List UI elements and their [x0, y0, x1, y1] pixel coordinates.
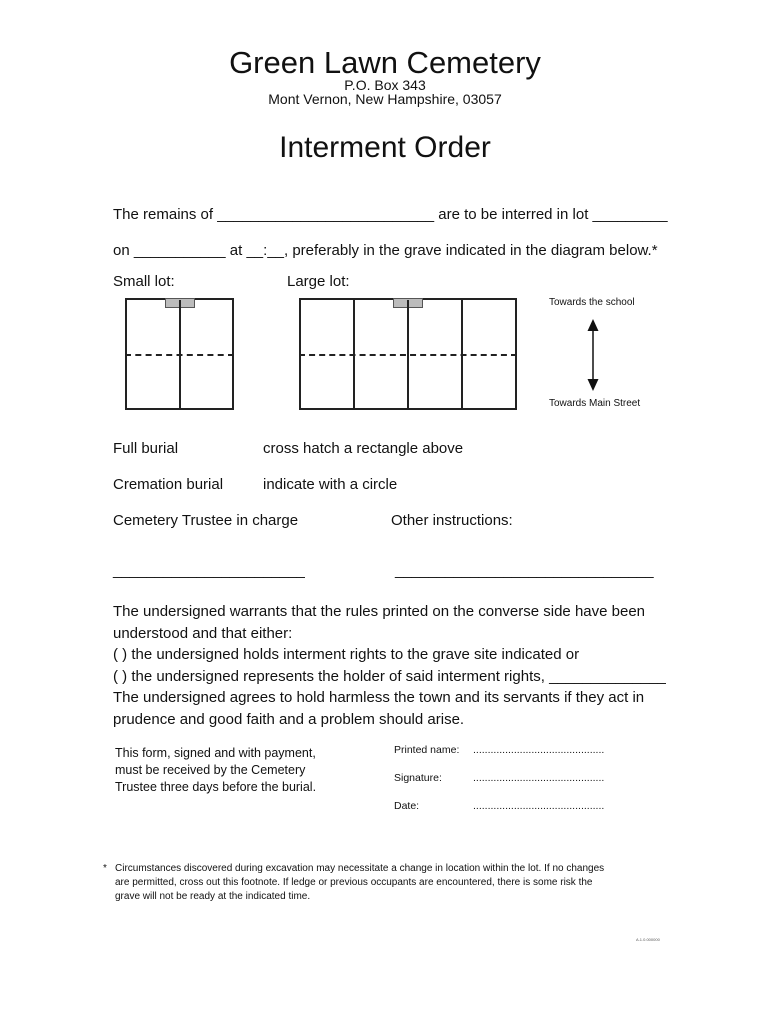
submission-note-line: must be received by the Cemetery — [115, 763, 306, 777]
large-lot-label: Large lot: — [287, 273, 350, 290]
remains-line: The remains of __________________________ are to be interred in lot _________ — [113, 206, 668, 223]
cremation-burial-label: Cremation burial — [113, 476, 224, 493]
date-label: Date: — [394, 800, 420, 812]
po-box: P.O. Box 343 — [344, 77, 426, 93]
warrant-option-holder[interactable]: ( ) the undersigned holds interment rights to the grave site indicated or — [113, 646, 580, 663]
signature-field[interactable]: ............................................. — [473, 772, 605, 784]
warrant-paragraph — [113, 601, 683, 730]
submission-note-line: This form, signed and with payment, — [115, 746, 316, 760]
full-burial-label: Full burial — [113, 440, 179, 457]
lot-midline — [299, 354, 517, 356]
document-title: Interment Order — [279, 131, 491, 164]
warrant-line: understood and that either: — [113, 624, 293, 642]
date-field[interactable]: ............................................. — [473, 800, 605, 812]
date-time-line: on ___________ at __:__, preferably in the grave indicated in the diagram below.* — [113, 242, 658, 259]
small-lot-label: Small lot: — [113, 273, 175, 290]
warrant-line: prudence and good faith and a problem should arise. — [113, 710, 465, 728]
footnote-line: Circumstances discovered during excavation may necessitate a change in location within the lot. If no changes — [115, 863, 605, 874]
other-instructions-label: Other instructions: — [391, 512, 513, 529]
trustee-signature-line[interactable]: _______________________ — [113, 562, 305, 579]
trustee-label: Cemetery Trustee in charge — [113, 512, 299, 529]
lot-midline — [125, 354, 234, 356]
toward-main-street-label: Towards Main Street — [549, 398, 641, 409]
warrant-line: The undersigned agrees to hold harmless the town and its servants if they act in — [113, 689, 645, 706]
warrant-option-representative[interactable]: ( ) the undersigned represents the holder of said interment rights, ______________ — [113, 667, 666, 685]
address: Mont Vernon, New Hampshire, 03057 — [268, 91, 502, 107]
submission-note — [115, 745, 316, 796]
other-instructions-line[interactable]: _______________________________ — [395, 562, 654, 579]
toward-school-label: Towards the school — [549, 297, 635, 308]
small-lot-diagram[interactable] — [125, 298, 234, 410]
orientation-arrow-icon — [584, 318, 602, 392]
cremation-burial-instruction: indicate with a circle — [263, 476, 398, 493]
organization-name: Green Lawn Cemetery — [229, 45, 541, 80]
large-lot-diagram[interactable] — [299, 298, 517, 410]
footnote-marker: * — [103, 863, 107, 874]
footnote-line: grave will not be ready at the indicated time. — [115, 891, 311, 902]
warrant-line: The undersigned warrants that the rules printed on the converse side have been — [113, 603, 646, 620]
footnote — [103, 862, 605, 902]
signature-label: Signature: — [394, 772, 442, 784]
printed-name-label: Printed name: — [394, 744, 460, 756]
footnote-line: are permitted, cross out this footnote. If ledge or previous occupants are encountered, there is some risk the — [115, 877, 593, 888]
submission-note-line: Trustee three days before the burial. — [115, 780, 317, 794]
printed-name-field[interactable]: ............................................. — [473, 744, 605, 756]
form-code: A.1.0.000000 — [636, 937, 660, 942]
full-burial-instruction: cross hatch a rectangle above — [263, 440, 464, 457]
